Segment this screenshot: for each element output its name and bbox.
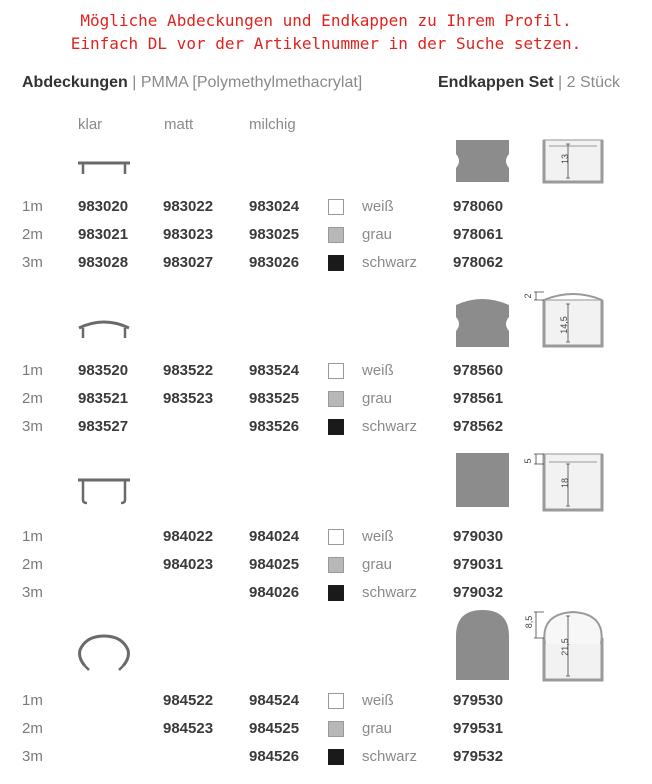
length-label: 1m [22, 528, 43, 545]
length-label: 3m [22, 254, 43, 271]
color-label: schwarz [362, 254, 418, 271]
article-matt: 984023 [163, 556, 214, 573]
color-swatch-black [328, 255, 344, 271]
article-milchig: 984026 [249, 584, 300, 601]
article-milchig: 983525 [249, 390, 300, 407]
article-milchig: 983025 [249, 226, 300, 243]
column-matt: matt [164, 116, 194, 133]
article-milchig: 984524 [249, 692, 300, 709]
article-matt: 984523 [163, 720, 214, 737]
color-label: grau [362, 390, 393, 407]
length-label: 3m [22, 748, 43, 765]
length-label: 2m [22, 720, 43, 737]
article-matt: 983023 [163, 226, 214, 243]
color-label: grau [362, 556, 393, 573]
dim-height-label: 13 [560, 154, 570, 165]
article-milchig: 984526 [249, 748, 300, 765]
color-swatch-grey [328, 721, 344, 737]
endcaps-header [438, 74, 620, 92]
article-matt: 983522 [163, 362, 214, 379]
endcap-article: 978561 [453, 390, 504, 407]
dim-top-label: 5 [523, 458, 533, 464]
endcap-deep-icon [454, 451, 511, 509]
length-label: 3m [22, 584, 43, 601]
endcap-round-icon [454, 606, 511, 682]
article-klar: 983527 [78, 418, 129, 435]
endcap-flat-icon [454, 138, 511, 184]
article-milchig: 984024 [249, 528, 300, 545]
endcap-rounded-icon [454, 293, 511, 349]
notice-line-1: Mögliche Abdeckungen und Endkappen zu Ihrem Profil. [80, 11, 572, 30]
dim-height-label: 14,5 [559, 316, 569, 334]
dim-height-label: 18 [560, 478, 570, 489]
column-klar: klar [78, 116, 103, 133]
endcap-article: 979530 [453, 692, 504, 709]
article-matt: 984022 [163, 528, 214, 545]
article-matt: 983027 [163, 254, 214, 271]
length-label: 1m [22, 692, 43, 709]
color-swatch-black [328, 585, 344, 601]
color-swatch-white [328, 693, 344, 709]
color-label: weiß [362, 692, 394, 709]
article-klar: 983521 [78, 390, 129, 407]
color-swatch-white [328, 529, 344, 545]
length-label: 2m [22, 226, 43, 243]
color-swatch-grey [328, 227, 344, 243]
endcap-article: 978061 [453, 226, 504, 243]
covers-header [22, 74, 362, 92]
endcaps-title: Endkappen Set [438, 74, 554, 91]
color-swatch-grey [328, 391, 344, 407]
endcap-article: 978060 [453, 198, 504, 215]
endcap-article: 979532 [453, 748, 504, 765]
color-label: schwarz [362, 418, 418, 435]
article-matt: 984522 [163, 692, 214, 709]
article-milchig: 983024 [249, 198, 300, 215]
covers-title: Abdeckungen [22, 74, 128, 91]
article-milchig: 983526 [249, 418, 300, 435]
endcap-article: 978560 [453, 362, 504, 379]
article-klar: 983028 [78, 254, 129, 271]
endcap-article: 979030 [453, 528, 504, 545]
length-label: 1m [22, 362, 43, 379]
color-swatch-grey [328, 557, 344, 573]
color-swatch-black [328, 419, 344, 435]
article-milchig: 983026 [249, 254, 300, 271]
color-label: weiß [362, 528, 394, 545]
article-matt: 983022 [163, 198, 214, 215]
color-swatch-black [328, 749, 344, 765]
endcap-article: 979031 [453, 556, 504, 573]
column-milchig: milchig [249, 116, 296, 133]
article-klar: 983021 [78, 226, 129, 243]
article-milchig: 983524 [249, 362, 300, 379]
endcaps-qty: | 2 Stück [558, 74, 620, 91]
length-label: 2m [22, 556, 43, 573]
color-label: grau [362, 226, 393, 243]
color-swatch-white [328, 363, 344, 379]
color-label: weiß [362, 362, 394, 379]
article-matt: 983523 [163, 390, 214, 407]
round-cover-icon [76, 634, 132, 674]
dim-height-label: 21,5 [560, 638, 570, 656]
color-label: grau [362, 720, 393, 737]
color-label: schwarz [362, 748, 418, 765]
color-label: schwarz [362, 584, 418, 601]
article-milchig: 984025 [249, 556, 300, 573]
dim-top-label: 2 [523, 293, 533, 299]
length-label: 3m [22, 418, 43, 435]
length-label: 2m [22, 390, 43, 407]
endcap-article: 978062 [453, 254, 504, 271]
deep-cover-icon [76, 476, 132, 506]
dim-top-label: 8,5 [524, 615, 534, 629]
color-swatch-white [328, 199, 344, 215]
endcap-article: 978562 [453, 418, 504, 435]
article-milchig: 984525 [249, 720, 300, 737]
flat-cover-icon [76, 157, 132, 179]
article-klar: 983020 [78, 198, 129, 215]
notice-line-2: Einfach DL vor der Artikelnummer in der Suche setzen. [70, 34, 582, 53]
endcap-article: 979531 [453, 720, 504, 737]
color-label: weiß [362, 198, 394, 215]
article-klar: 983520 [78, 362, 129, 379]
length-label: 1m [22, 198, 43, 215]
endcap-article: 979032 [453, 584, 504, 601]
rounded-cover-icon [76, 318, 132, 342]
covers-material: | PMMA [Polymethylmethacrylat] [132, 74, 363, 91]
